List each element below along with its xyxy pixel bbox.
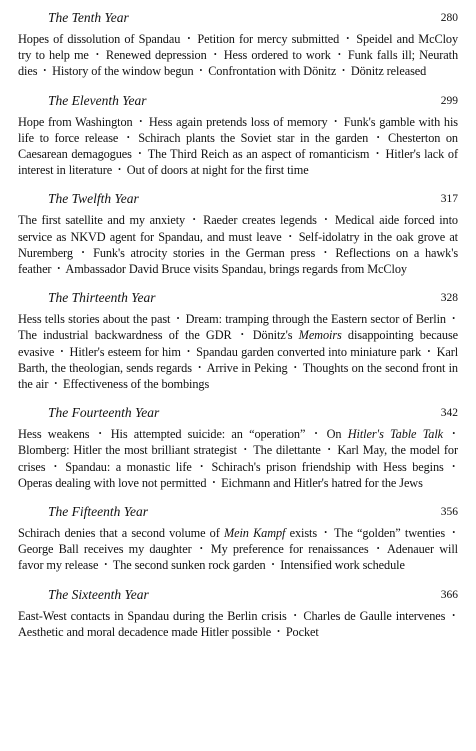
bullet-separator: •: [104, 560, 108, 570]
bullet-separator: •: [342, 66, 345, 76]
bullet-separator: •: [427, 346, 431, 356]
section-summary: [18, 212, 458, 277]
summary-topic: Dönitz released: [350, 64, 427, 79]
summary-topic: Karl May, the model for crises: [18, 443, 458, 474]
section-page-number: 317: [440, 193, 458, 206]
bullet-separator: •: [334, 116, 337, 126]
bullet-separator: •: [95, 50, 99, 60]
summary-topic: Hopes of dissolution of Spandau: [18, 32, 181, 46]
toc-section: [18, 91, 458, 179]
bullet-separator: •: [293, 362, 297, 372]
summary-topic: Renewed depression: [105, 48, 207, 63]
bullet-separator: •: [57, 264, 61, 274]
toc-section: [18, 189, 458, 277]
bullet-separator: •: [118, 165, 121, 175]
bullet-separator: •: [324, 215, 328, 225]
summary-topic: Hess again pretends loss of memory: [148, 114, 328, 129]
bullet-separator: •: [376, 544, 380, 554]
summary-topic: Ambassador David Bruce visits Spandau, brings regards from McCloy: [65, 262, 407, 277]
summary-topic: East-West contacts in Spandau during the Berlin crisis: [18, 608, 287, 623]
bullet-separator: •: [176, 314, 180, 324]
summary-topic: Funk's gamble with his life to force release: [18, 114, 458, 145]
summary-topic: Hess ordered to work: [223, 48, 331, 63]
bullet-separator: •: [240, 330, 244, 340]
summary-topic: The industrial backwardness of the GDR: [18, 328, 232, 343]
section-summary: [18, 31, 458, 80]
section-page-number: 299: [440, 94, 458, 107]
summary-topic: Funk's atrocity stories in the German press: [93, 245, 316, 260]
summary-topic: Eichmann and Hitler's hatred for the Jews: [221, 475, 423, 490]
section-title: The Tenth Year: [48, 10, 129, 25]
bullet-separator: •: [243, 445, 247, 455]
bullet-separator: •: [452, 610, 455, 620]
summary-topic: Hess weakens: [18, 427, 90, 442]
summary-topic: Raeder creates legends: [203, 213, 317, 228]
toc-section: [18, 8, 458, 80]
summary-topic: Self-idolatry in the oak grove at Nuremberg: [18, 229, 458, 260]
bullet-separator: •: [293, 610, 297, 620]
summary-topic: Pocket: [285, 624, 319, 639]
bullet-separator: •: [126, 132, 130, 142]
summary-topic: Schirach denies that a second volume of Mein Kampf exists: [18, 526, 318, 541]
bullet-separator: •: [43, 66, 47, 76]
section-header: [18, 288, 458, 308]
summary-topic: The dilettante: [253, 443, 321, 458]
section-page-number: 366: [440, 588, 458, 601]
summary-topic: Aesthetic and moral decadence made Hitler possible: [18, 624, 272, 639]
section-summary: [18, 114, 458, 179]
section-header: [18, 8, 458, 28]
bullet-separator: •: [452, 528, 456, 538]
summary-topic: Confrontation with Dönitz: [208, 64, 337, 79]
summary-topic: Hess tells stories about the past: [18, 312, 171, 327]
bullet-separator: •: [288, 231, 292, 241]
summary-topic: Medical aide forced into service as NKVD agent for Spandau, and must leave: [18, 213, 458, 244]
bullet-separator: •: [324, 528, 327, 538]
toc-section: [18, 585, 458, 640]
bullet-separator: •: [199, 66, 203, 76]
summary-topic: Arrive in Peking: [206, 360, 288, 375]
section-title: The Fifteenth Year: [48, 504, 148, 520]
bullet-separator: •: [60, 346, 64, 356]
toc-section: [18, 288, 458, 392]
summary-topic: The “golden” twenties: [334, 526, 446, 541]
bullet-separator: •: [198, 362, 201, 372]
summary-topic: Operas dealing with love not permitted: [18, 475, 207, 490]
summary-topic: The first satellite and my anxiety: [18, 213, 186, 228]
bullet-separator: •: [452, 461, 455, 471]
bullet-separator: •: [452, 314, 455, 324]
bullet-separator: •: [213, 50, 217, 60]
bullet-separator: •: [138, 149, 142, 159]
section-title: The Twelfth Year: [48, 191, 139, 207]
section-page-number: 342: [440, 407, 458, 420]
section-title: The Sixteenth Year: [48, 586, 149, 602]
section-title: The Fourteenth Year: [48, 405, 160, 421]
bullet-separator: •: [212, 477, 216, 487]
section-summary: [18, 608, 458, 640]
bullet-separator: •: [277, 626, 280, 636]
bullet-separator: •: [199, 544, 203, 554]
summary-topic: Petition for mercy submitted: [197, 32, 340, 46]
section-title: The Eleventh Year: [48, 92, 147, 108]
bullet-separator: •: [187, 346, 190, 356]
summary-topic: The Third Reich as an aspect of romanticism: [147, 147, 370, 162]
summary-topic: Funk falls ill; Neurath dies: [18, 48, 459, 79]
summary-topic: Thoughts on the second front in the air: [18, 360, 458, 392]
bullet-separator: •: [337, 50, 341, 60]
bullet-separator: •: [81, 247, 85, 257]
section-header: [18, 91, 458, 111]
bullet-separator: •: [271, 560, 275, 570]
summary-topic: His attempted suicide: an “operation”: [110, 427, 306, 442]
summary-topic: History of the window begun: [52, 64, 194, 79]
summary-topic: Spandau garden converted into miniature park: [196, 344, 422, 359]
section-summary: [18, 311, 458, 392]
bullet-separator: •: [327, 445, 331, 455]
summary-topic: Speidel and McCloy try to help me: [18, 32, 459, 63]
bullet-separator: •: [192, 215, 196, 225]
section-header: [18, 585, 458, 605]
toc-section: [18, 502, 458, 574]
summary-topic: Blomberg: Hitler the most brilliant strategist: [18, 443, 237, 458]
section-summary: [18, 525, 458, 574]
summary-topic: Spandau: a monastic life: [65, 459, 192, 474]
summary-topic: My preference for renaissances: [210, 542, 369, 557]
summary-topic: Out of doors at night for the first time: [126, 163, 309, 178]
section-header: [18, 403, 458, 423]
summary-topic: Intensified work schedule: [280, 558, 405, 573]
summary-topic: Effectiveness of the bombings: [63, 377, 210, 392]
bullet-separator: •: [187, 34, 191, 43]
summary-topic: George Ball receives my daughter: [18, 542, 192, 557]
bullet-separator: •: [200, 461, 203, 471]
summary-topic: Dream: tramping through the Eastern sector of Berlin: [185, 312, 446, 327]
summary-topic: Hitler's lack of interest in literature: [18, 147, 458, 178]
bullet-separator: •: [452, 429, 456, 439]
bullet-separator: •: [346, 34, 350, 43]
bullet-separator: •: [314, 429, 318, 439]
summary-topic: On Hitler's Table Talk: [326, 427, 444, 442]
bullet-separator: •: [53, 461, 57, 471]
table-of-contents: [18, 8, 458, 651]
section-summary: [18, 426, 458, 491]
bullet-separator: •: [139, 116, 143, 126]
bullet-separator: •: [54, 379, 58, 389]
summary-topic: Schirach's prison friendship with Hess begins: [211, 459, 444, 474]
bullet-separator: •: [376, 149, 379, 159]
bullet-separator: •: [323, 247, 327, 257]
section-title: The Thirteenth Year: [48, 290, 156, 306]
section-page-number: 356: [440, 506, 458, 519]
summary-topic: Hitler's esteem for him: [69, 344, 181, 359]
summary-topic: The second sunken rock garden: [112, 558, 266, 573]
section-header: [18, 502, 458, 522]
summary-topic: Hope from Washington: [18, 114, 133, 129]
bullet-separator: •: [98, 429, 102, 439]
summary-topic: Adenauer will favor my release: [18, 542, 458, 573]
summary-topic: Karl Barth, the theologian, sends regards: [18, 344, 459, 375]
toc-section: [18, 403, 458, 491]
bullet-separator: •: [376, 132, 380, 142]
section-page-number: 280: [440, 12, 458, 24]
summary-topic: Chesterton on Caesarean demagogues: [18, 130, 458, 162]
summary-topic: Dönitz's Memoirs disappointing because evasive: [18, 328, 459, 359]
summary-topic: Schirach plants the Soviet star in the garden: [138, 130, 369, 145]
section-header: [18, 189, 458, 209]
summary-topic: Charles de Gaulle intervenes: [303, 608, 446, 623]
summary-topic: Reflections on a hawk's feather: [18, 245, 459, 277]
section-page-number: 328: [440, 292, 458, 305]
